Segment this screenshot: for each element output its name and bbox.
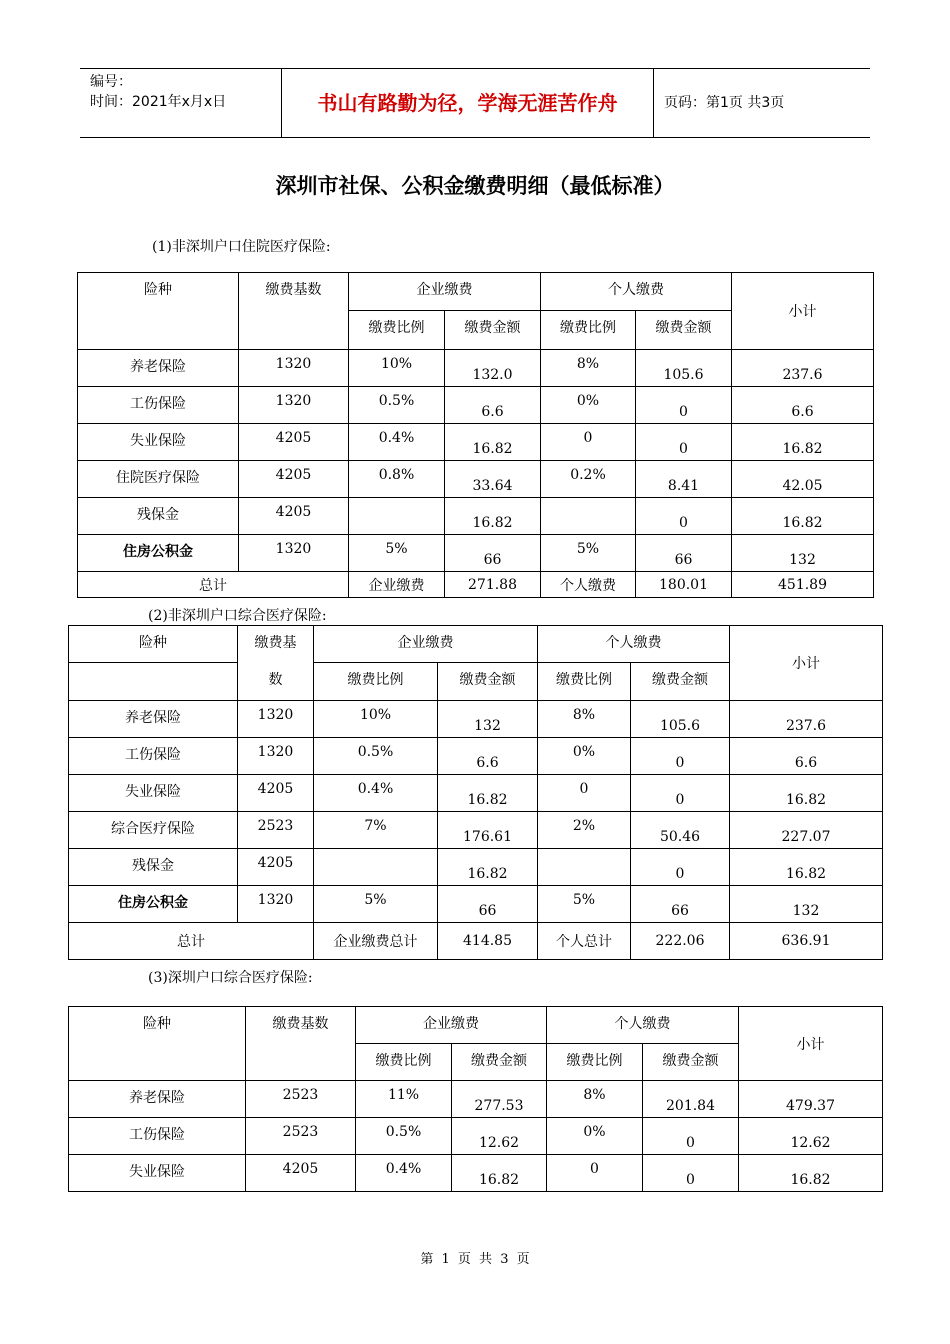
row-company-ratio: 0.5% [349,387,445,424]
col-header-type-spacer [69,663,238,701]
row-company-ratio: 7% [314,812,438,849]
col-header-personal-ratio: 缴费比例 [541,311,636,350]
row-personal-amount: 66 [631,886,730,923]
row-company-amount: 12.62 [452,1118,547,1155]
header-motto: 书山有路勤为径，学海无涯苦作舟 [281,69,654,137]
col-header-base-line2: 数 [238,663,314,701]
row-type: 养老保险 [69,1081,246,1118]
row-company-ratio [314,849,438,886]
row-company-amount: 16.82 [452,1155,547,1192]
table-row [69,738,883,775]
table-row [78,498,874,535]
total-subtotal: 451.89 [732,572,874,598]
row-company-ratio: 0.4% [349,424,445,461]
table-row [78,387,874,424]
row-personal-ratio: 5% [538,886,631,923]
row-subtotal: 237.6 [732,350,874,387]
table-2 [68,625,883,960]
col-header-company-amount: 缴费金额 [438,663,538,701]
row-personal-ratio: 0% [547,1118,643,1155]
col-header-personal-ratio: 缴费比例 [538,663,631,701]
row-company-ratio: 11% [356,1081,452,1118]
row-subtotal: 16.82 [739,1155,883,1192]
col-header-company: 企业缴费 [356,1007,547,1044]
row-company-amount: 66 [445,535,541,572]
row-company-amount: 176.61 [438,812,538,849]
row-personal-ratio: 8% [547,1081,643,1118]
row-personal-amount: 0 [643,1118,739,1155]
row-company-ratio: 0.4% [356,1155,452,1192]
table-row [78,461,874,498]
col-header-company-ratio: 缴费比例 [314,663,438,701]
table-2-total-row [69,923,883,960]
col-header-personal: 个人缴费 [538,626,730,663]
row-personal-ratio: 2% [538,812,631,849]
row-personal-ratio: 8% [541,350,636,387]
table-row [69,1081,883,1118]
table-row [78,350,874,387]
row-type: 养老保险 [69,701,238,738]
row-company-amount: 132 [438,701,538,738]
col-header-subtotal: 小计 [730,626,883,701]
table-1-total-row [78,572,874,598]
row-type: 综合医疗保险 [69,812,238,849]
row-company-ratio: 0.8% [349,461,445,498]
row-subtotal: 16.82 [730,849,883,886]
row-base: 2523 [246,1081,356,1118]
row-personal-ratio: 5% [541,535,636,572]
row-company-ratio: 5% [314,886,438,923]
row-personal-amount: 0 [631,738,730,775]
row-type: 养老保险 [78,350,239,387]
col-header-personal-ratio: 缴费比例 [547,1044,643,1081]
page-footer: 第 1 页 共 3 页 [420,1252,530,1267]
row-company-amount: 16.82 [445,498,541,535]
table-3-body [69,1081,883,1192]
row-company-amount: 16.82 [438,849,538,886]
total-company-amount: 414.85 [438,923,538,960]
row-company-amount: 16.82 [438,775,538,812]
header-meta [80,69,281,137]
row-personal-ratio [538,849,631,886]
row-type: 失业保险 [69,1155,246,1192]
row-subtotal: 42.05 [732,461,874,498]
row-subtotal: 6.6 [732,387,874,424]
row-type: 住院医疗保险 [78,461,239,498]
row-subtotal: 237.6 [730,701,883,738]
row-personal-amount: 105.6 [636,350,732,387]
row-personal-amount: 0 [631,775,730,812]
row-company-amount: 66 [438,886,538,923]
row-type: 工伤保险 [78,387,239,424]
col-header-type: 险种 [69,1007,246,1081]
table-row [69,775,883,812]
col-header-base-line1: 缴费基 [238,626,314,663]
row-base: 1320 [238,886,314,923]
row-company-amount: 132.0 [445,350,541,387]
row-personal-ratio: 0 [538,775,631,812]
page-header [80,68,870,138]
row-company-amount: 6.6 [438,738,538,775]
col-header-base: 缴费基数 [246,1007,356,1081]
row-personal-ratio [541,498,636,535]
row-subtotal: 12.62 [739,1118,883,1155]
row-base: 1320 [239,387,349,424]
row-base: 4205 [238,849,314,886]
table-1 [77,272,874,598]
total-label: 总计 [78,572,349,598]
total-personal-label: 个人总计 [538,923,631,960]
col-header-subtotal: 小计 [732,273,874,350]
row-company-amount: 33.64 [445,461,541,498]
col-header-personal-amount: 缴费金额 [643,1044,739,1081]
row-personal-amount: 0 [636,424,732,461]
total-personal-amount: 180.01 [636,572,732,598]
row-type: 工伤保险 [69,1118,246,1155]
row-company-amount: 16.82 [445,424,541,461]
row-base: 4205 [239,424,349,461]
total-personal-amount: 222.06 [631,923,730,960]
row-company-ratio: 0.4% [314,775,438,812]
table-row [78,424,874,461]
row-base: 4205 [238,775,314,812]
row-base: 1320 [239,535,349,572]
table-row [69,1118,883,1155]
col-header-company-amount: 缴费金额 [452,1044,547,1081]
col-header-company-ratio: 缴费比例 [356,1044,452,1081]
total-company-amount: 271.88 [445,572,541,598]
col-header-company: 企业缴费 [314,626,538,663]
document-title: 深圳市社保、公积金缴费明细（最低标准） [275,174,675,198]
row-company-amount: 277.53 [452,1081,547,1118]
total-subtotal: 636.91 [730,923,883,960]
section-label-2: (2)非深圳户口综合医疗保险: [148,608,327,624]
row-base: 2523 [246,1118,356,1155]
row-personal-ratio: 0.2% [541,461,636,498]
row-personal-amount: 0 [636,498,732,535]
table-row [69,812,883,849]
col-header-base: 缴费基数 [239,273,349,350]
table-row [69,849,883,886]
row-company-ratio: 10% [349,350,445,387]
col-header-personal-amount: 缴费金额 [636,311,732,350]
row-base: 2523 [238,812,314,849]
row-personal-amount: 66 [636,535,732,572]
row-type: 住房公积金 [78,535,239,572]
table-3 [68,1006,883,1192]
col-header-company: 企业缴费 [349,273,541,311]
row-type: 失业保险 [69,775,238,812]
table-row [69,1155,883,1192]
row-base: 1320 [239,350,349,387]
row-company-ratio: 10% [314,701,438,738]
total-company-label: 企业缴费 [349,572,445,598]
row-base: 1320 [238,701,314,738]
row-company-ratio: 0.5% [356,1118,452,1155]
row-company-amount: 6.6 [445,387,541,424]
row-personal-ratio: 0 [547,1155,643,1192]
total-personal-label: 个人缴费 [541,572,636,598]
table-row [78,535,874,572]
row-subtotal: 6.6 [730,738,883,775]
row-subtotal: 132 [732,535,874,572]
row-subtotal: 479.37 [739,1081,883,1118]
section-label-3: (3)深圳户口综合医疗保险: [148,970,313,986]
table-1-body [78,350,874,572]
row-subtotal: 16.82 [732,498,874,535]
row-type: 工伤保险 [69,738,238,775]
row-personal-amount: 8.41 [636,461,732,498]
row-company-ratio: 0.5% [314,738,438,775]
row-personal-amount: 105.6 [631,701,730,738]
row-personal-amount: 50.46 [631,812,730,849]
row-personal-amount: 0 [636,387,732,424]
row-type: 残保金 [69,849,238,886]
col-header-company-amount: 缴费金额 [445,311,541,350]
col-header-personal: 个人缴费 [547,1007,739,1044]
row-company-ratio [349,498,445,535]
row-subtotal: 227.07 [730,812,883,849]
header-page-info: 页码：第1页 共3页 [664,95,785,111]
document-number: 编号： [90,74,132,90]
document-date: 时间：2021年x月x日 [90,94,227,110]
total-company-label: 企业缴费总计 [314,923,438,960]
row-type: 住房公积金 [69,886,238,923]
row-type: 失业保险 [78,424,239,461]
col-header-personal-amount: 缴费金额 [631,663,730,701]
col-header-type: 险种 [78,273,239,350]
row-personal-ratio: 0 [541,424,636,461]
row-base: 4205 [246,1155,356,1192]
row-personal-amount: 0 [631,849,730,886]
total-label: 总计 [69,923,314,960]
row-personal-ratio: 8% [538,701,631,738]
col-header-subtotal: 小计 [739,1007,883,1081]
row-base: 4205 [239,461,349,498]
col-header-personal: 个人缴费 [541,273,732,311]
row-subtotal: 132 [730,886,883,923]
col-header-type: 险种 [69,626,238,663]
row-subtotal: 16.82 [732,424,874,461]
row-personal-amount: 201.84 [643,1081,739,1118]
row-subtotal: 16.82 [730,775,883,812]
row-personal-ratio: 0% [538,738,631,775]
table-2-body [69,701,883,923]
row-base: 1320 [238,738,314,775]
row-personal-ratio: 0% [541,387,636,424]
table-row [69,701,883,738]
row-type: 残保金 [78,498,239,535]
col-header-company-ratio: 缴费比例 [349,311,445,350]
section-label-1: (1)非深圳户口住院医疗保险: [152,239,331,255]
row-company-ratio: 5% [349,535,445,572]
table-row [69,886,883,923]
row-personal-amount: 0 [643,1155,739,1192]
row-base: 4205 [239,498,349,535]
